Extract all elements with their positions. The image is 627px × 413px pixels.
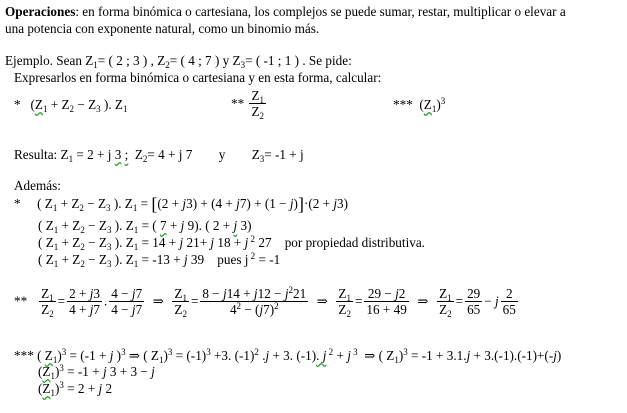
example-task: Expresarlos en forma binómica o cartesiana y en esta forma, calcular: — [14, 70, 382, 85]
intro-line-1 — [5, 4, 566, 19]
step-c3: $(Z_1)^3 = 2 + j$ 2 — [38, 380, 113, 398]
item-c: *** $(Z_1)^3$ — [393, 96, 446, 114]
step-a4: ( $Z_1 + Z_2 - Z_3$ ). $Z_1 = -13 + j$ 39 pues j $^2$ = -1 — [38, 251, 281, 269]
step-a3: ( $Z_1 + Z_2 - Z_3$ ). $Z_1 = 14 + j$ 21+ j 18 + j $^2$ 27 por propiedad distributiva. — [38, 234, 425, 252]
ademas-label: Además: — [14, 178, 61, 193]
item-b: ** $\frac{Z_1}{Z_2}$ — [231, 88, 265, 121]
item-a: * ($Z_1 + Z_2 - Z_3$ ). $Z_1$ — [14, 97, 128, 114]
example-line: Ejemplo. Sean $Z_1=$ ( 2 ; 3 ) , $Z_2=$ ( 4 ; 7 ) y $Z_3=$ ( -1 ; 1 ) . Se pide: — [5, 53, 352, 70]
intro-heading: Operaciones — [5, 4, 76, 19]
intro-line-2: una potencia con exponente natural, como un binomio más. — [5, 21, 320, 36]
step-a2: ( $Z_1 + Z_2 - Z_3$ ). $Z_1$ = ( 7 + j 9). ( 2 + j 3) — [38, 218, 252, 235]
intro-text-1: : en forma binómica o cartesiana, los complejos se puede sumar, restar, multiplicar o elevar a — [75, 4, 566, 19]
result-line: Resulta: $Z_1 = 2 + j$ 3 ; $Z_2= 4 + j$ 7 y $Z_3= -1 + j$ — [14, 147, 304, 164]
step-a1: * ( $Z_1 + Z_2 - Z_3$ ). $Z_1 = [(2 + j3) + (4 + j7) + (1 - j)]\cdot(2 + j3)$ — [14, 194, 349, 214]
step-c2: $(Z_1)^3 = -1 + j$ 3 + 3 − j — [38, 363, 155, 381]
step-b: ** $\frac{Z_1}{Z_2}$ = $\frac{2 + j3}{4 + j7}$ . $\frac{4 - j7}{4 - j7}$ ⇒ $\frac{Z_1}{Z_2}$ = $\frac{8 - j14 + j12 - j^221}{4^2 - (j7)^2}$ ⇒ $\frac{Z_1}{Z_2}$ = $\frac{29 - j2}{16 + 49}$ ⇒ $\frac{Z_1}{Z_2}$ = $\frac{29}{65}$ − j $\frac{2}{65}$ — [14, 285, 516, 319]
step-c1: *** ( $Z_1)^3 = (-1 + j$ )$^3$ ⇒ ( $Z_1)^3 = (-1)^3 +3$. $(-1)^2$ .j + 3. (-1). j $^2$ + j $^3$ ⇒ ( $Z_1)^3 = -1 + 3.1.j + 3.(-1).(-1)+(-j)$ — [14, 347, 562, 365]
